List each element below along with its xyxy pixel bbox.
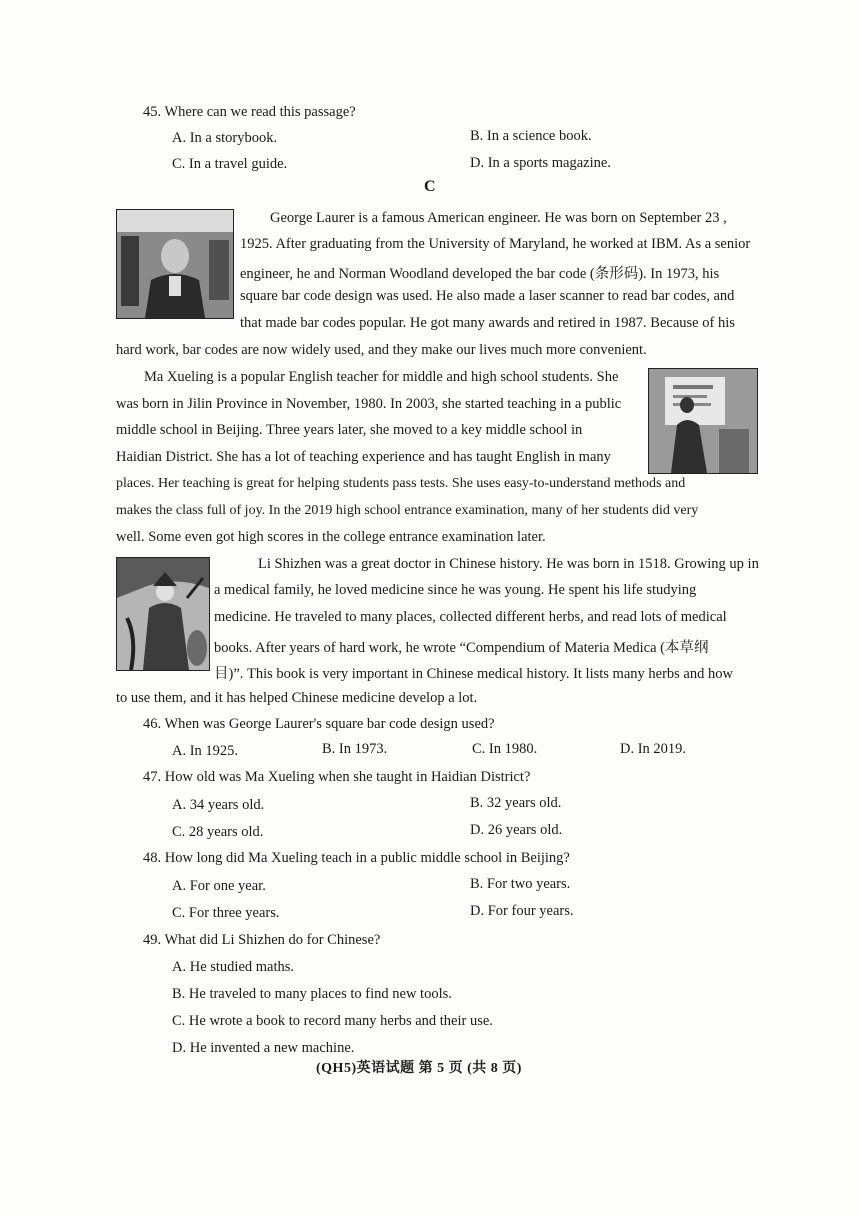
question-48-stem: 48. How long did Ma Xueling teach in a public middle school in Beijing? (143, 850, 570, 866)
question-47-stem: 47. How old was Ma Xueling when she taught in Haidian District? (143, 769, 531, 785)
question-48-option-d: D. For four years. (470, 903, 574, 919)
passage-line: medicine. He traveled to many places, collected different herbs, and read lots of medical (214, 609, 727, 625)
question-45-option-d: D. In a sports magazine. (470, 155, 611, 171)
passage-line: Haidian District. She has a lot of teaching experience and has taught English in many (116, 449, 611, 465)
question-45-option-c: C. In a travel guide. (172, 156, 288, 172)
passage-line: square bar code design was used. He also made a laser scanner to read bar codes, and (240, 288, 735, 304)
question-49-option-b: B. He traveled to many places to find new tools. (172, 986, 452, 1002)
passage-line: makes the class full of joy. In the 2019 high school entrance examination, many of her students did very (116, 503, 699, 518)
page-footer: (QH5)英语试题 第 5 页 (共 8 页) (316, 1061, 522, 1076)
passage-line: places. Her teaching is great for helping students pass tests. She uses easy-to-understand methods and (116, 476, 686, 491)
passage-line: hard work, bar codes are now widely used, and they make our lives much more convenient. (116, 342, 647, 358)
question-45-option-a: A. In a storybook. (172, 130, 278, 146)
question-49-option-a: A. He studied maths. (172, 959, 295, 975)
question-47-option-a: A. 34 years old. (172, 797, 265, 813)
question-49-option-c: C. He wrote a book to record many herbs and their use. (172, 1013, 493, 1029)
section-heading: C (424, 178, 436, 195)
passage-line: well. Some even got high scores in the college entrance examination later. (116, 529, 546, 545)
passage-line: Ma Xueling is a popular English teacher for middle and high school students. She (144, 369, 619, 385)
li-shizhen-portrait (116, 557, 210, 671)
question-47-option-c: C. 28 years old. (172, 824, 264, 840)
question-48-option-c: C. For three years. (172, 905, 280, 921)
ma-xueling-photo (648, 368, 758, 474)
passage-line: middle school in Beijing. Three years later, she moved to a key middle school in (116, 422, 583, 438)
question-46-stem: 46. When was George Laurer's square bar code design used? (143, 716, 495, 732)
passage-line: 目)”. This book is very important in Chinese medical history. It lists many herbs and how (214, 666, 733, 682)
question-49-option-d: D. He invented a new machine. (172, 1040, 355, 1056)
question-46-option-d: D. In 2019. (620, 741, 687, 757)
question-45-option-b: B. In a science book. (470, 128, 592, 144)
passage-line: was born in Jilin Province in November, 1980. In 2003, she started teaching in a public (116, 396, 622, 412)
question-47-option-d: D. 26 years old. (470, 822, 563, 838)
question-49-stem: 49. What did Li Shizhen do for Chinese? (143, 932, 381, 948)
passage-line: engineer, he and Norman Woodland developed the bar code (条形码). In 1973, his (240, 266, 720, 282)
question-46-option-b: B. In 1973. (322, 741, 388, 757)
question-46-option-a: A. In 1925. (172, 743, 239, 759)
george-laurer-photo (116, 209, 234, 319)
question-46-option-c: C. In 1980. (472, 741, 538, 757)
passage-line: books. After years of hard work, he wrote “Compendium of Materia Medica (本草纲 (214, 640, 709, 656)
question-48-option-a: A. For one year. (172, 878, 266, 894)
passage-line: to use them, and it has helped Chinese medicine develop a lot. (116, 690, 478, 706)
passage-line: a medical family, he loved medicine since he was young. He spent his life studying (214, 582, 697, 598)
passage-line: that made bar codes popular. He got many awards and retired in 1987. Because of his (240, 315, 735, 331)
question-45-stem: 45. Where can we read this passage? (143, 104, 356, 120)
passage-line: George Laurer is a famous American engineer. He was born on September 23 , (270, 210, 727, 226)
question-48-option-b: B. For two years. (470, 876, 571, 892)
question-47-option-b: B. 32 years old. (470, 795, 562, 811)
passage-line: Li Shizhen was a great doctor in Chinese history. He was born in 1518. Growing up in (258, 556, 759, 572)
passage-line: 1925. After graduating from the University of Maryland, he worked at IBM. As a senior (240, 236, 751, 252)
